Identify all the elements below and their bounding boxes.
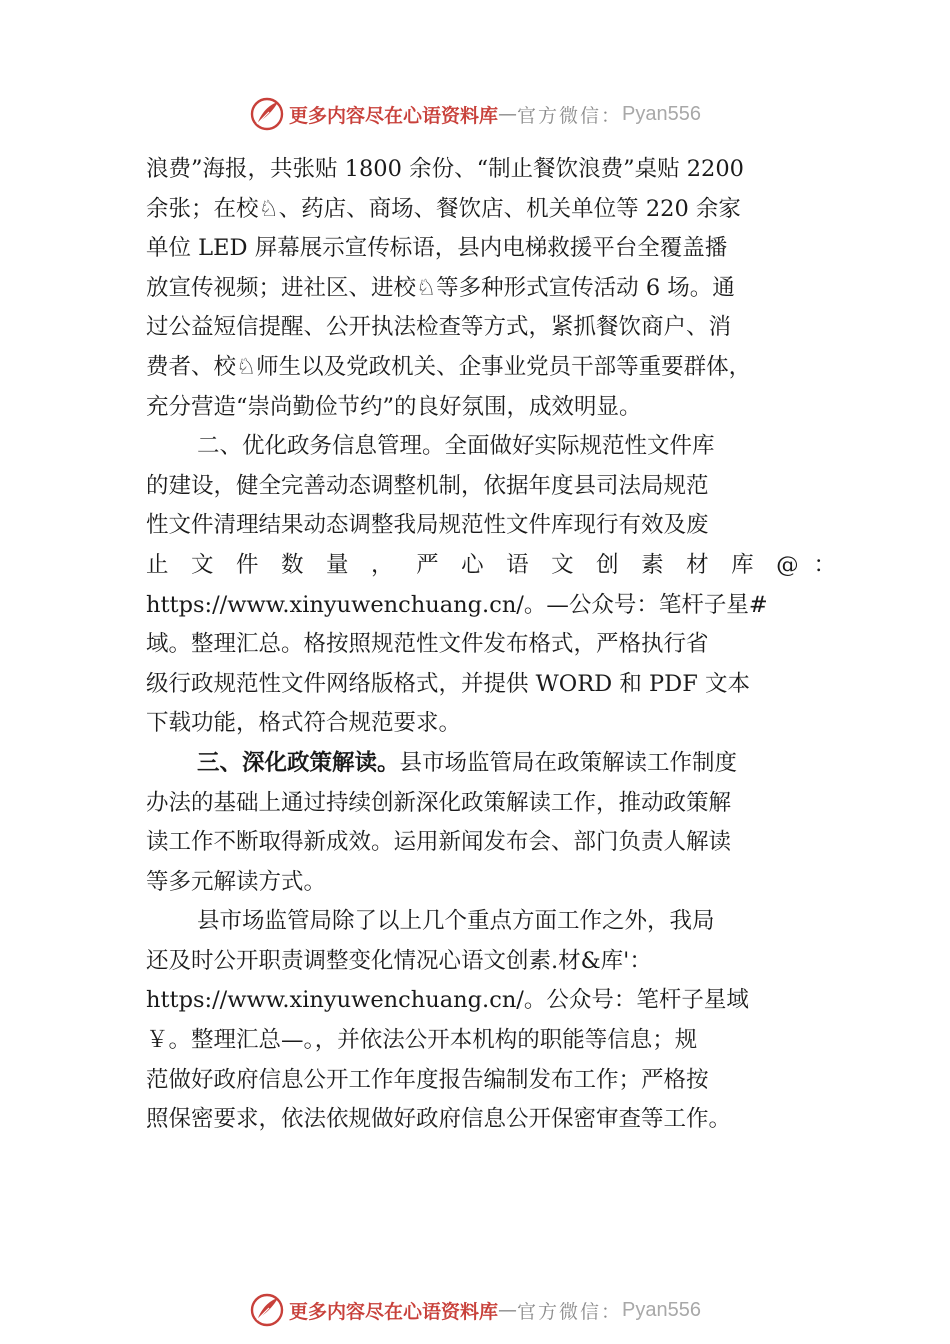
- header-banner: [0, 94, 950, 134]
- text-line: 余张；在校♘、药店、商场、餐饮店、机关单位等 220 余家: [146, 195, 741, 222]
- paragraph-1: [146, 150, 836, 427]
- text-line: 止 文 件 数 量 ， 严 心 语 文 创 素 材 库 @ ：: [146, 551, 836, 578]
- header-brand: 更多内容尽在心语资料库: [289, 104, 499, 127]
- text-line: 等多元解读方式。: [146, 868, 327, 895]
- text-line: 性文件清理结果动态调整我局规范性文件库现行有效及废: [146, 512, 709, 539]
- text-line: 还及时公开职责调整变化情况心语文创素.材&库'：: [146, 947, 652, 974]
- feather-logo-icon: [249, 1292, 285, 1328]
- text-line: 二、优化政务信息管理。全面做好实际规范性文件库: [197, 433, 715, 460]
- text-line: 放宣传视频；进社区、进校♘等多种形式宣传活动 6 场。通: [146, 274, 735, 301]
- text-line: 读工作不断取得新成效。运用新闻发布会、部门负责人解读: [146, 829, 732, 856]
- text-line: 浪费”海报，共张贴 1800 余份、“制止餐饮浪费”桌贴 2200: [146, 156, 744, 182]
- text-line: 充分营造“崇尚勤俭节约”的良好氛围，成效明显。: [146, 393, 642, 420]
- text-line: 办法的基础上通过持续创新深化政策解读工作，推动政策解: [146, 789, 732, 816]
- text-line: https://www.xinyuwenchuang.cn/。—公众号：笔杆子星#: [146, 591, 768, 618]
- footer-banner: [0, 1290, 950, 1330]
- text-line: https://www.xinyuwenchuang.cn/。公众号：笔杆子星域: [146, 987, 749, 1014]
- header-wechat-id: Pyan556: [622, 102, 701, 125]
- text-line: 下载功能，格式符合规范要求。: [146, 710, 462, 737]
- text-line: 单位 LED 屏幕展示宣传标语，县内电梯救援平台全覆盖播: [146, 235, 728, 262]
- paragraph-4: [146, 902, 836, 1140]
- header-wechat-label: 官方微信：: [517, 104, 623, 127]
- feather-logo-icon: [249, 96, 285, 132]
- footer-wechat-label: 官方微信：: [517, 1300, 623, 1323]
- header-dash: —: [498, 103, 518, 125]
- footer-dash: —: [498, 1299, 518, 1321]
- text-line: 级行政规范性文件网络版格式，并提供 WORD 和 PDF 文本: [146, 670, 750, 697]
- text-line: 过公益短信提醒、公开执法检查等方式，紧抓餐饮商户、消: [146, 314, 732, 341]
- paragraph-2: [146, 427, 836, 744]
- section-heading: 三、深化政策解读。: [197, 749, 400, 776]
- text-span: 县市场监管局在政策解读工作制度: [399, 749, 738, 776]
- text-line: 县市场监管局除了以上几个重点方面工作之外，我局: [197, 908, 715, 935]
- footer-brand: 更多内容尽在心语资料库: [289, 1300, 499, 1323]
- document-body: [146, 150, 836, 1140]
- text-line: 的建设，健全完善动态调整机制，依据年度县司法局规范: [146, 472, 709, 499]
- text-line: ￥。整理汇总—。，并依法公开本机构的职能等信息；规: [146, 1027, 698, 1054]
- text-line: 照保密要求，依法依规做好政府信息公开保密审查等工作。: [146, 1106, 732, 1133]
- footer-wechat-id: Pyan556: [622, 1298, 701, 1321]
- text-line: 费者、校♘师生以及党政机关、企事业党员干部等重要群体，: [146, 353, 752, 380]
- paragraph-3: [146, 744, 836, 902]
- text-line: [146, 744, 836, 784]
- text-line: 范做好政府信息公开工作年度报告编制发布工作；严格按: [146, 1066, 709, 1093]
- text-line: 域。整理汇总。格按照规范性文件发布格式，严格执行省: [146, 631, 709, 658]
